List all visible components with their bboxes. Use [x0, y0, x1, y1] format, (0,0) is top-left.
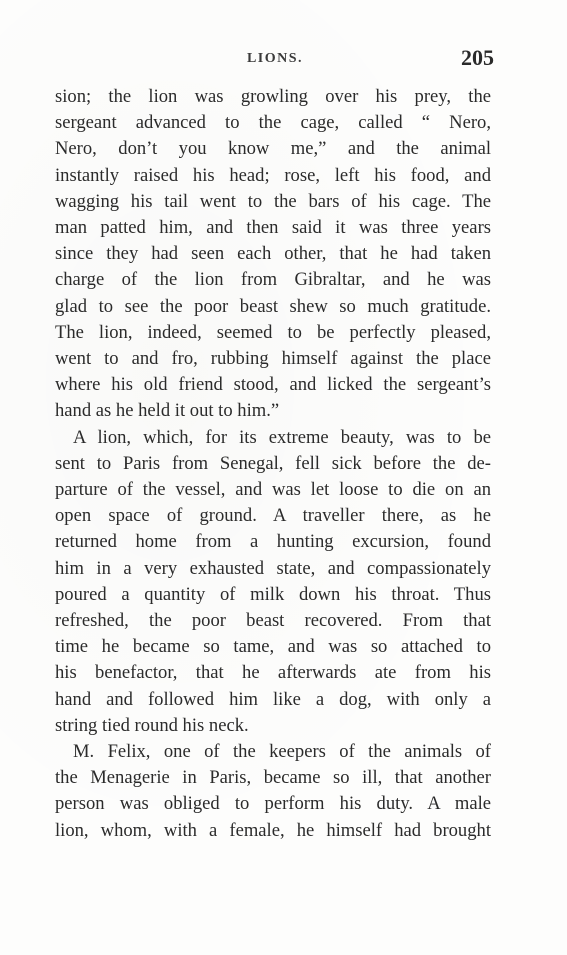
- paragraph-2: [55, 425, 491, 739]
- text-line: sent to Paris from Senegal, fell sick before the de-: [55, 452, 491, 474]
- running-title: LIONS.: [246, 51, 304, 66]
- text-line: hand and followed him like a dog, with only a: [55, 688, 491, 710]
- text-line: poured a quantity of milk down his throat. Thus: [55, 583, 491, 605]
- text-line: open space of ground. A traveller there, as he: [55, 505, 491, 527]
- text-line: string tied round his neck.: [55, 714, 249, 736]
- text-line: where his old friend stood, and licked the sergeant’s: [55, 374, 491, 396]
- text-line: since they had seen each other, that he had taken: [55, 243, 491, 265]
- paragraph-3: [55, 739, 491, 844]
- text-line: sion; the lion was growling over his prey, the: [55, 86, 491, 107]
- text-line: refreshed, the poor beast recovered. From that: [55, 610, 491, 632]
- text-line: went to and fro, rubbing himself against the place: [55, 348, 491, 370]
- text-line: his benefactor, that he afterwards ate from his: [55, 662, 491, 684]
- text-line: Nero, don’t you know me,” and the animal: [55, 138, 491, 160]
- text-line: instantly raised his head; rose, left his food, and: [55, 164, 491, 186]
- text-line: hand as he held it out to him.”: [55, 400, 280, 422]
- paragraph-1: [55, 84, 491, 425]
- running-head: [54, 47, 496, 73]
- text-line: person was obliged to perform his duty. A male: [55, 793, 491, 815]
- body-text: [55, 84, 491, 844]
- text-line: charge of the lion from Gibraltar, and he was: [55, 269, 491, 291]
- text-line: M. Felix, one of the keepers of the animals of: [73, 741, 491, 763]
- text-line: wagging his tail went to the bars of his cage. The: [55, 190, 491, 212]
- text-line: the Menagerie in Paris, became so ill, that another: [55, 767, 491, 789]
- text-line: returned home from a hunting excursion, found: [55, 531, 491, 553]
- text-line: him in a very exhausted state, and compassionately: [55, 557, 491, 579]
- text-line: sergeant advanced to the cage, called “ Nero,: [55, 112, 491, 134]
- text-line: parture of the vessel, and was let loose to die on an: [55, 479, 491, 501]
- text-line: The lion, indeed, seemed to be perfectly pleased,: [55, 321, 491, 343]
- text-line: glad to see the poor beast shew so much gratitude.: [55, 295, 491, 317]
- text-line: time he became so tame, and was so attached to: [55, 636, 491, 658]
- text-line: A lion, which, for its extreme beauty, was to be: [73, 426, 491, 448]
- text-line: man patted him, and then said it was three years: [55, 217, 491, 239]
- page-number: 205: [461, 45, 494, 70]
- text-line: lion, whom, with a female, he himself had brought: [55, 819, 491, 841]
